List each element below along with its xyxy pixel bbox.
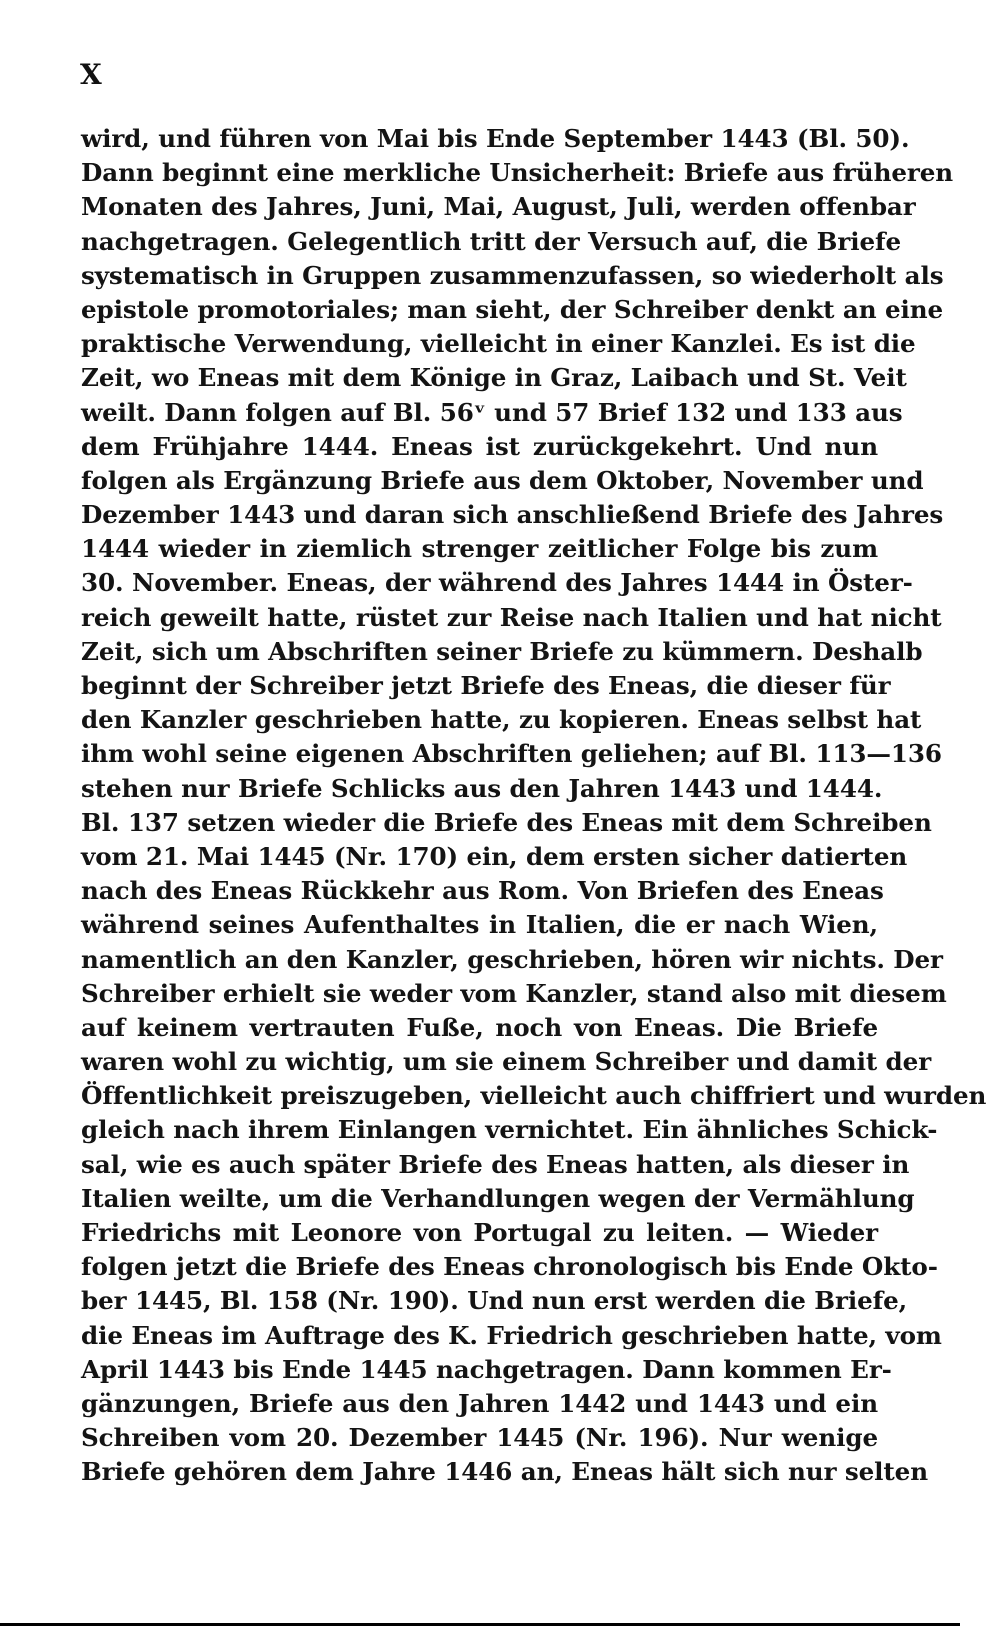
text-line: beginnt der Schreiber jetzt Briefe des Eneas, die dieser für — [81, 671, 891, 700]
text-line: wird, und führen von Mai bis Ende September 1443 (Bl. 50). — [81, 124, 910, 153]
text-line: reich geweilt hatte, rüstet zur Reise nach Italien und hat nicht — [81, 602, 942, 632]
text-line: folgen als Ergänzung Briefe aus dem Oktober, November und — [81, 465, 924, 495]
text-line: dem Frühjahre 1444. Eneas ist zurückgekehrt. Und nun — [81, 431, 878, 461]
text-line: Friedrichs mit Leonore von Portugal zu leiten. — Wieder — [81, 1218, 878, 1247]
text-line: folgen jetzt die Briefe des Eneas chronologisch bis Ende Okto- — [81, 1252, 938, 1282]
text-line: nach des Eneas Rückkehr aus Rom. Von Briefen des Eneas — [81, 876, 884, 906]
text-line: systematisch in Gruppen zusammenzufassen, so wiederholt als — [81, 260, 944, 290]
text-line: stehen nur Briefe Schlicks aus den Jahren 1443 und 1444. — [81, 773, 883, 803]
text-line: gänzungen, Briefe aus den Jahren 1442 und 1443 und ein — [81, 1388, 878, 1418]
text-line: 30. November. Eneas, der während des Jahres 1444 in Öster- — [81, 568, 913, 598]
text-line: April 1443 bis Ende 1445 nachgetragen. Dann kommen Er- — [81, 1354, 892, 1384]
text-line: weilt. Dann folgen auf Bl. 56ᵛ und 57 Brief 132 und 133 aus — [81, 397, 903, 427]
text-line: Öffentlichkeit preiszugeben, vielleicht auch chiffriert und wurden — [81, 1081, 986, 1111]
text-line: ihm wohl seine eigenen Abschriften geliehen; auf Bl. 113—136 — [81, 739, 942, 769]
text-line: namentlich an den Kanzler, geschrieben, hören wir nichts. Der — [81, 944, 943, 974]
page-number: X — [80, 58, 102, 91]
text-line: den Kanzler geschrieben hatte, zu kopieren. Eneas selbst hat — [81, 705, 922, 735]
body-text — [81, 122, 986, 1490]
text-line: epistole promotoriales; man sieht, der Schreiber denkt an eine — [81, 294, 944, 324]
text-line: 1444 wieder in ziemlich strenger zeitlicher Folge bis zum — [81, 534, 878, 564]
text-line: Dezember 1443 und daran sich anschließend Briefe des Jahres — [81, 500, 944, 530]
text-line: Italien weilte, um die Verhandlungen wegen der Vermählung — [81, 1183, 915, 1213]
text-line: praktische Verwendung, vielleicht in einer Kanzlei. Es ist die — [81, 329, 916, 359]
text-line: Briefe gehören dem Jahre 1446 an, Eneas hält sich nur selten — [81, 1457, 929, 1487]
text-line: waren wohl zu wichtig, um sie einem Schreiber und damit der — [81, 1047, 932, 1077]
text-line: vom 21. Mai 1445 (Nr. 170) ein, dem ersten sicher datierten — [81, 841, 908, 871]
text-line: auf keinem vertrauten Fuße, noch von Eneas. Die Briefe — [81, 1012, 878, 1042]
text-line: Schreiben vom 20. Dezember 1445 (Nr. 196). Nur wenige — [81, 1423, 878, 1453]
text-line: nachgetragen. Gelegentlich tritt der Versuch auf, die Briefe — [81, 226, 902, 256]
text-line: Zeit, sich um Abschriften seiner Briefe zu kümmern. Deshalb — [81, 636, 923, 666]
text-line: Monaten des Jahres, Juni, Mai, August, Juli, werden offenbar — [81, 192, 916, 222]
text-line: Dann beginnt eine merkliche Unsicherheit: Briefe aus früheren — [81, 158, 954, 188]
text-line: gleich nach ihrem Einlangen vernichtet. Ein ähnliches Schick- — [81, 1115, 938, 1145]
text-line: sal, wie es auch später Briefe des Eneas hatten, als dieser in — [81, 1149, 910, 1179]
text-line: Zeit, wo Eneas mit dem Könige in Graz, Laibach und St. Veit — [81, 363, 907, 393]
text-line: während seines Aufenthaltes in Italien, die er nach Wien, — [81, 910, 878, 940]
text-line: Bl. 137 setzen wieder die Briefe des Eneas mit dem Schreiben — [81, 807, 932, 837]
text-line: ber 1445, Bl. 158 (Nr. 190). Und nun erst werden die Briefe, — [81, 1286, 908, 1316]
text-line: Schreiber erhielt sie weder vom Kanzler, stand also mit diesem — [81, 978, 947, 1008]
text-line: die Eneas im Auftrage des K. Friedrich geschrieben hatte, vom — [81, 1320, 942, 1350]
